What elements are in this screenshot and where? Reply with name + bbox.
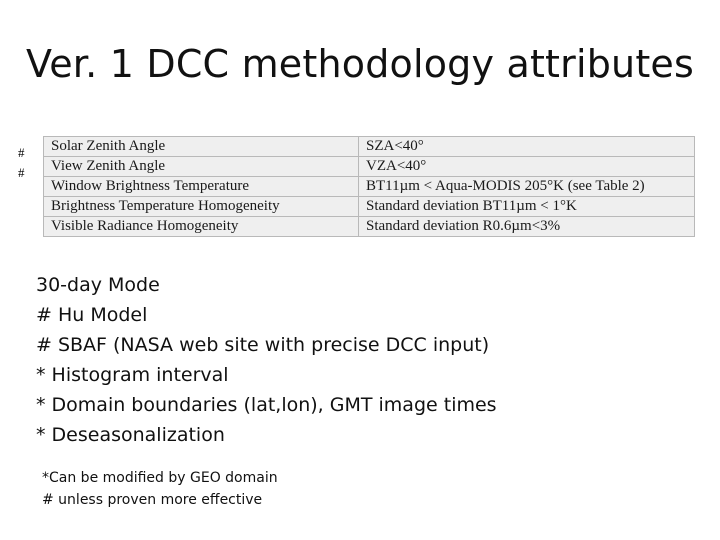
attribute-cell: Window Brightness Temperature	[44, 177, 359, 197]
row-mark: #	[18, 165, 25, 180]
attribute-cell: Brightness Temperature Homogeneity	[44, 197, 359, 217]
footnotes	[42, 467, 278, 511]
table-row	[44, 137, 695, 157]
slide-title: Ver. 1 DCC methodology attributes	[25, 42, 695, 86]
criterion-cell: Standard deviation R0.6µm<3%	[359, 217, 695, 237]
table-row	[44, 197, 695, 217]
bullet-item: * Histogram interval	[36, 364, 229, 386]
row-mark: #	[18, 145, 25, 160]
attribute-cell: Solar Zenith Angle	[44, 137, 359, 157]
row-marks	[18, 143, 25, 183]
attributes-table	[43, 136, 695, 237]
bullet-item: 30-day Mode	[36, 274, 160, 296]
table-row	[44, 177, 695, 197]
table-row	[44, 217, 695, 237]
criterion-cell: SZA<40°	[359, 137, 695, 157]
bullet-item: * Domain boundaries (lat,lon), GMT image times	[36, 394, 497, 416]
criterion-cell: BT11µm < Aqua-MODIS 205°K (see Table 2)	[359, 177, 695, 197]
bullet-item: # Hu Model	[36, 304, 148, 326]
criterion-cell: Standard deviation BT11µm < 1°K	[359, 197, 695, 217]
bullet-item: # SBAF (NASA web site with precise DCC input)	[36, 334, 490, 356]
criterion-cell: VZA<40°	[359, 157, 695, 177]
footnote: # unless proven more effective	[42, 492, 263, 508]
bullet-list	[36, 270, 497, 450]
footnote: *Can be modified by GEO domain	[42, 470, 278, 486]
attribute-cell: View Zenith Angle	[44, 157, 359, 177]
bullet-item: * Deseasonalization	[36, 424, 225, 446]
table-row	[44, 157, 695, 177]
attribute-cell: Visible Radiance Homogeneity	[44, 217, 359, 237]
